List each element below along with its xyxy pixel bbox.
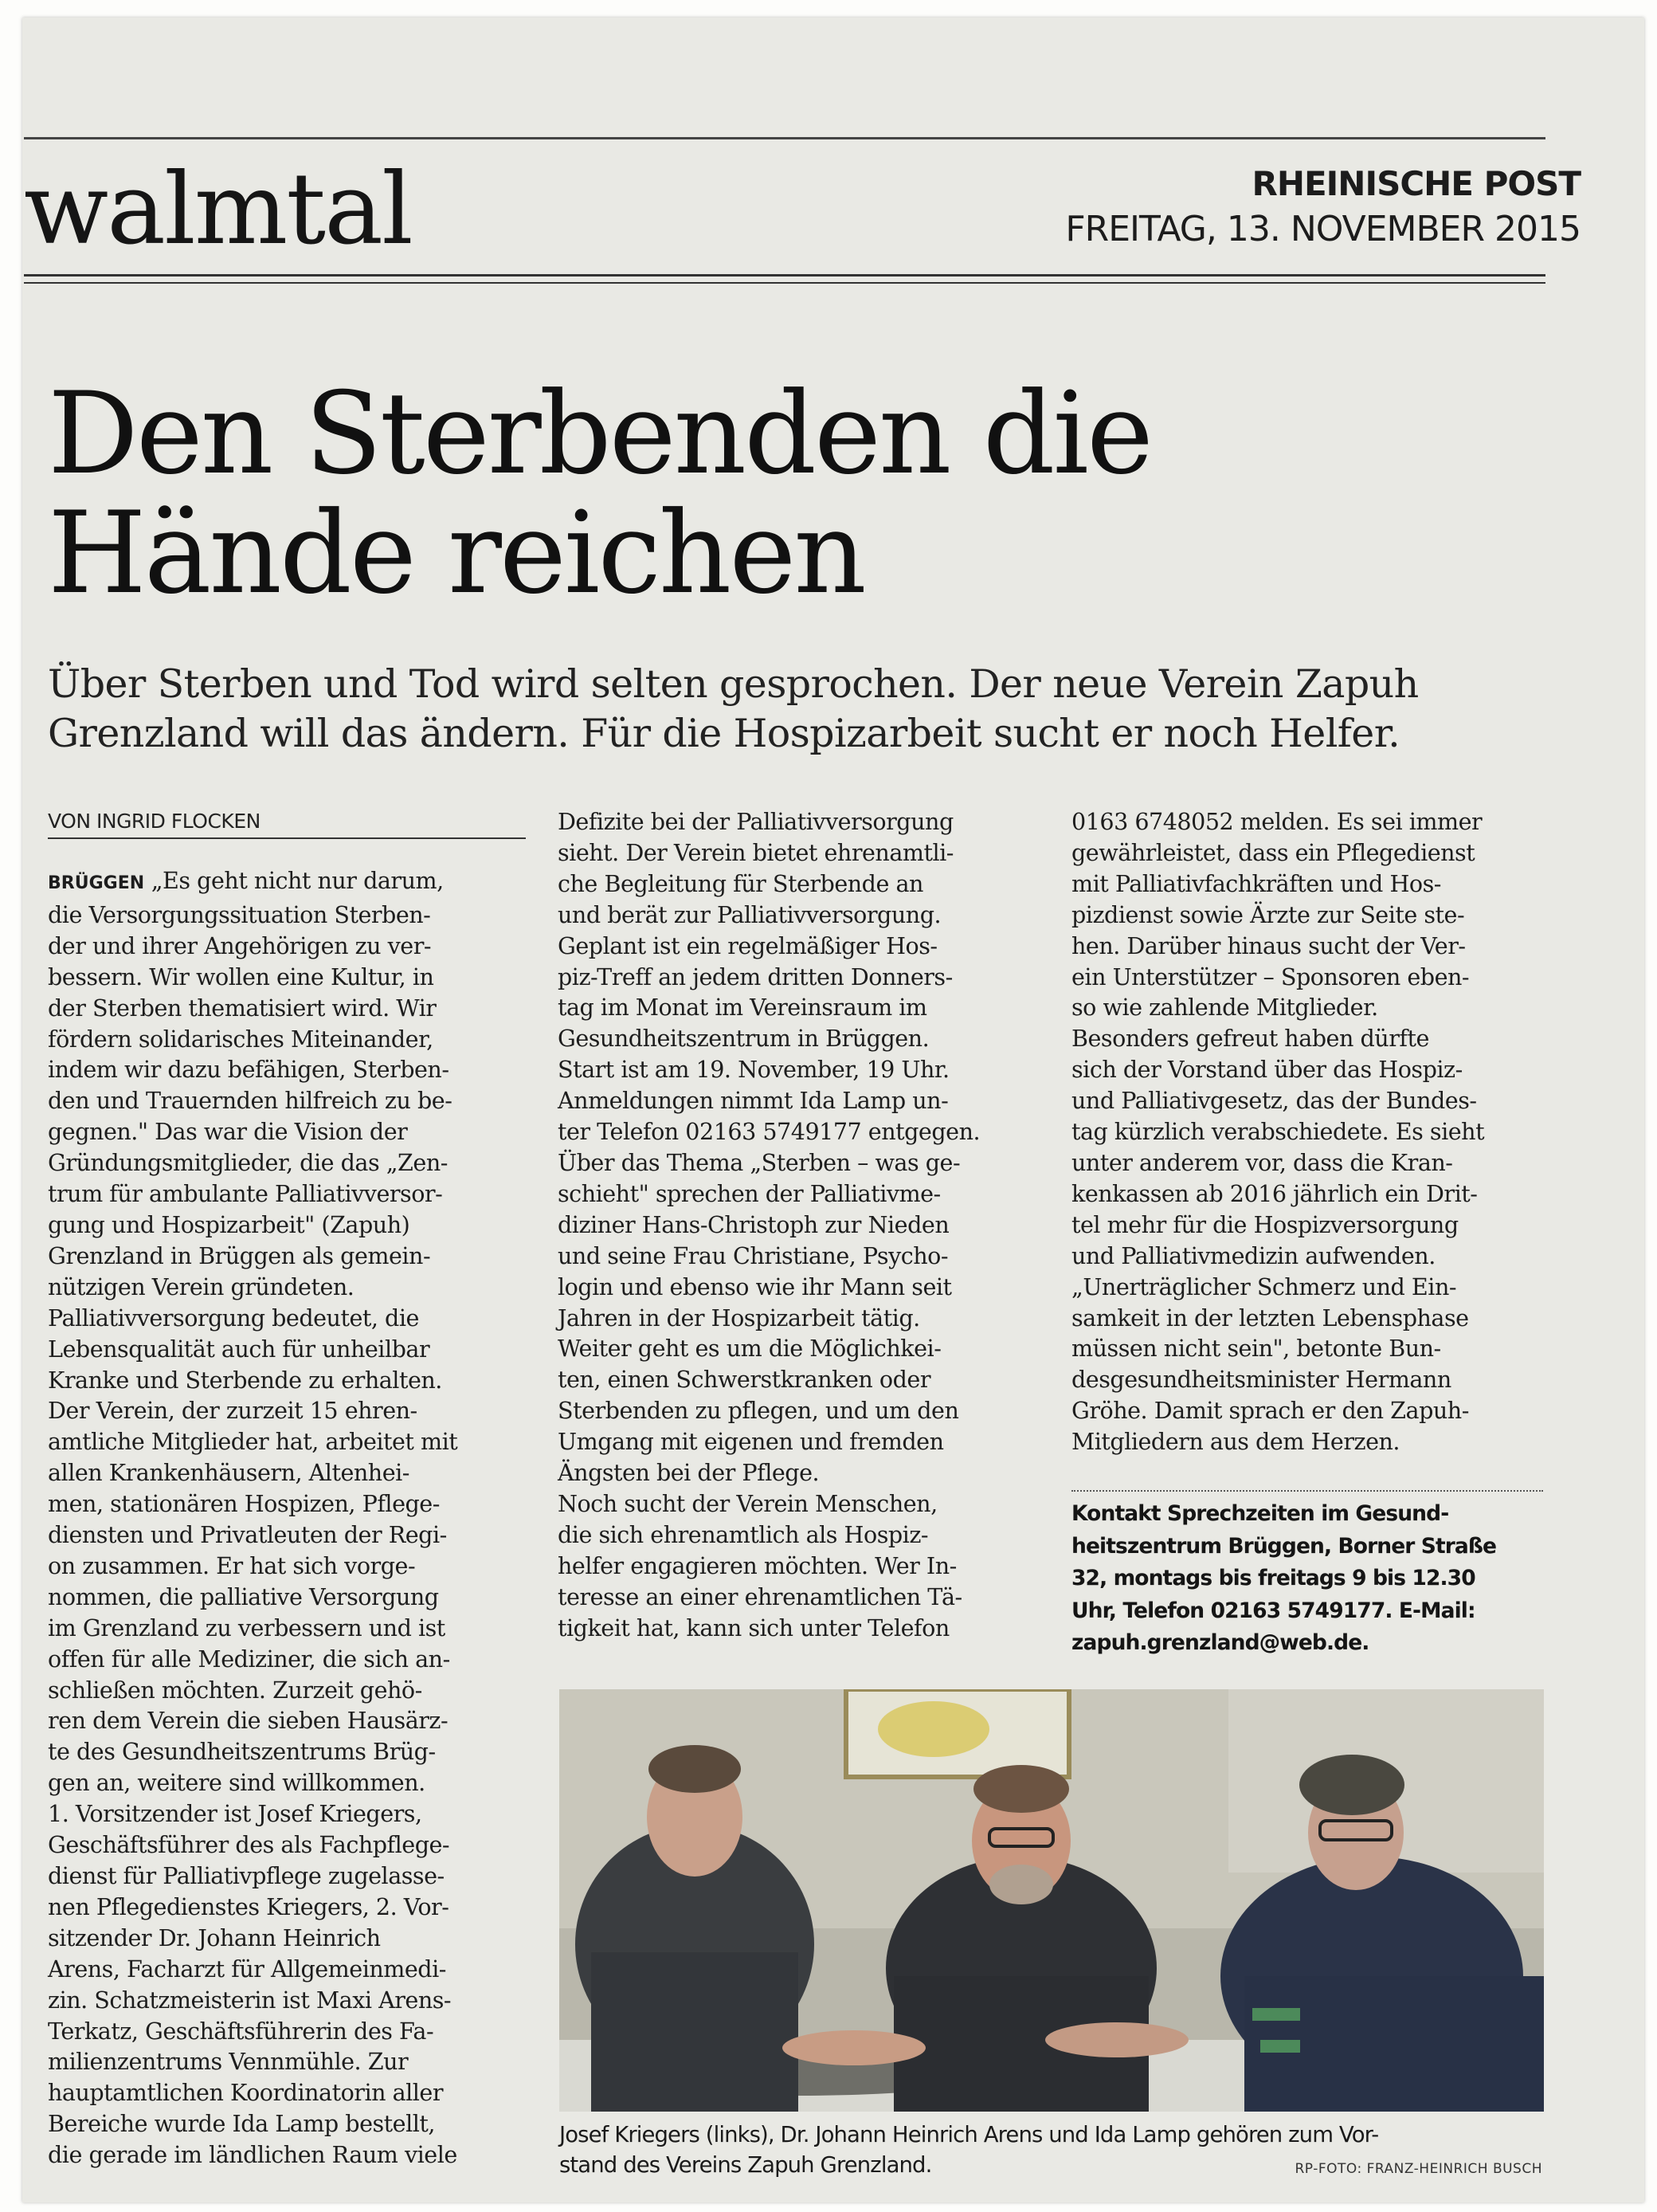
text-line: gewährleistet, dass ein Pflegedienst: [1071, 838, 1475, 866]
text-line: indem wir dazu befähigen, Sterben-: [48, 1056, 449, 1084]
text-line: tag kürzlich verabschiedete. Es sieht: [1071, 1118, 1485, 1146]
article-column-2: [558, 806, 1028, 1643]
masthead-top-rule: [24, 137, 1545, 139]
contact-line: [1071, 1531, 1543, 1563]
text-line: schieht" sprechen der Palliativme-: [558, 1179, 941, 1207]
caption-line: stand des Vereins Zapuh Grenzland.: [559, 2152, 932, 2178]
text-line: die sich ehrenamtlich als Hospiz-: [558, 1520, 929, 1548]
text-line: Kranke und Sterbende zu erhalten.: [48, 1366, 442, 1394]
masthead-bottom-rule: [24, 274, 1545, 276]
text-line: sieht. Der Verein bietet ehrenamtli-: [558, 838, 954, 866]
text-line: te des Gesundheitszentrums Brüg-: [48, 1738, 436, 1766]
text-line: gen an, weitere sind willkommen.: [48, 1769, 425, 1797]
byline: VON INGRID FLOCKEN: [48, 810, 526, 839]
text-line: Lebensqualität auch für unheilbar: [48, 1335, 430, 1363]
text-line: Besonders gefreut haben dürfte: [1071, 1025, 1429, 1053]
text-line: tag im Monat im Vereinsraum im: [558, 994, 927, 1022]
text-line: Über das Thema „Sterben – was ge-: [558, 1148, 961, 1176]
text-line: Geplant ist ein regelmäßiger Hos-: [558, 931, 938, 959]
text-line: Gröhe. Damit sprach er den Zapuh-: [1071, 1397, 1469, 1425]
caption-line: Josef Kriegers (links), Dr. Johann Heinrich Arens und Ida Lamp gehören zum Vor-: [559, 2122, 1379, 2147]
text-line: mit Palliativfachkräften und Hos-: [1071, 869, 1441, 897]
text-line: im Grenzland zu verbessern und ist: [48, 1614, 445, 1641]
text-line: bessern. Wir wollen eine Kultur, in: [48, 963, 434, 990]
text-line: ten, einen Schwerstkranken oder: [558, 1366, 930, 1394]
text-line: der Sterben thematisiert wird. Wir: [48, 994, 437, 1022]
dateline: BRÜGGEN: [48, 873, 145, 893]
text-line: allen Krankenhäusern, Altenhei-: [48, 1459, 409, 1487]
text-line: Arens, Facharzt für Allgemeinmedi-: [48, 1955, 446, 1983]
text-line: diziner Hans-Christoph zur Nieden: [558, 1210, 950, 1238]
text-line: teresse an einer ehrenamtlichen Tä-: [558, 1583, 962, 1610]
text-line: milienzentrums Vennmühle. Zur: [48, 2048, 409, 2076]
text-line: Anmeldungen nimmt Ida Lamp un-: [558, 1087, 949, 1115]
contact-text: zapuh.grenzland@web.de.: [1071, 1630, 1369, 1655]
text-line: amtliche Mitglieder hat, arbeitet mit: [48, 1428, 458, 1456]
deck-line: Grenzland will das ändern. Für die Hospizarbeit sucht er noch Helfer.: [48, 711, 1400, 756]
contact-text: heitszentrum Brüggen, Borner Straße: [1071, 1533, 1497, 1559]
text-line: Defizite bei der Palliativversorgung: [558, 808, 954, 835]
text-line: 1. Vorsitzender ist Josef Kriegers,: [48, 1800, 422, 1828]
text-line: Mitgliedern aus dem Herzen.: [1071, 1428, 1400, 1456]
article-column-1: [48, 865, 526, 2171]
text-line: [48, 865, 526, 900]
contact-line: [1071, 1563, 1543, 1595]
text-line: müssen nicht sein", betonte Bun-: [1071, 1335, 1441, 1363]
text-line: Gesundheitszentrum in Brüggen.: [558, 1025, 930, 1053]
photo-credit: RP-FOTO: FRANZ-HEINRICH BUSCH: [1295, 2161, 1542, 2177]
text-line: und Palliativgesetz, das der Bundes-: [1071, 1087, 1477, 1115]
text-line: kenkassen ab 2016 jährlich ein Drit-: [1071, 1179, 1478, 1207]
contact-line: [1071, 1627, 1543, 1660]
text-line: ein Unterstützer – Sponsoren eben-: [1071, 963, 1470, 990]
photo-illustration: [559, 1689, 1544, 2112]
text-line: Terkatz, Geschäftsführerin des Fa-: [48, 2017, 434, 2045]
masthead-bottom-rule-thin: [24, 282, 1545, 284]
text-line: helfer engagieren möchten. Wer In-: [558, 1551, 957, 1579]
text-line: Sterbenden zu pflegen, und um den: [558, 1397, 959, 1425]
text-line: und berät zur Palliativversorgung.: [558, 900, 942, 928]
text-line: 0163 6748052 melden. Es sei immer: [1071, 808, 1483, 835]
text-line: Start ist am 19. November, 19 Uhr.: [558, 1056, 950, 1084]
text-line: Der Verein, der zurzeit 15 ehren-: [48, 1397, 417, 1425]
text-line: Weiter geht es um die Möglichkei-: [558, 1335, 942, 1363]
text-line: on zusammen. Er hat sich vorge-: [48, 1551, 416, 1579]
section-title: walmtal: [24, 152, 412, 267]
text-line: der und ihrer Angehörigen zu ver-: [48, 931, 432, 959]
text-line: den und Trauernden hilfreich zu be-: [48, 1087, 452, 1115]
text-line: trum für ambulante Palliativversor-: [48, 1180, 443, 1208]
text-line: men, stationären Hospizen, Pflege-: [48, 1490, 440, 1518]
text-line: fördern solidarisches Miteinander,: [48, 1025, 433, 1053]
text-line: Ängsten bei der Pflege.: [558, 1459, 820, 1487]
text-line: hauptamtlichen Koordinatorin aller: [48, 2079, 444, 2107]
text-line: pizdienst sowie Ärzte zur Seite ste-: [1071, 900, 1465, 928]
text-line: und Palliativmedizin aufwenden.: [1071, 1241, 1436, 1269]
text-line: gung und Hospizarbeit" (Zapuh): [48, 1210, 410, 1238]
text-line: so wie zahlende Mitglieder.: [1071, 994, 1378, 1022]
text-line: Grenzland in Brüggen als gemein-: [48, 1241, 431, 1269]
contact-text: Sprechzeiten im Gesund-: [1160, 1501, 1449, 1526]
text-line: zin. Schatzmeisterin ist Maxi Arens-: [48, 1986, 452, 2014]
text-line: ter Telefon 02163 5749177 entgegen.: [558, 1118, 981, 1146]
text-line: sich der Vorstand über das Hospiz-: [1071, 1056, 1463, 1084]
headline-line: Hände reichen: [48, 488, 864, 619]
text-line: Gründungsmitglieder, die das „Zen-: [48, 1149, 448, 1177]
text-line: „Unerträglicher Schmerz und Ein-: [1071, 1273, 1457, 1300]
contact-box: [1071, 1490, 1543, 1660]
issue-date: FREITAG, 13. NOVEMBER 2015: [1065, 209, 1581, 249]
text-line: tel mehr für die Hospizversorgung: [1071, 1210, 1459, 1238]
text-line: hen. Darüber hinaus sucht der Ver-: [1071, 931, 1466, 959]
contact-text: 32, montags bis freitags 9 bis 12.30: [1071, 1566, 1475, 1590]
text-fragment: „Es geht nicht nur darum,: [151, 867, 444, 894]
article-column-3: [1071, 806, 1549, 1457]
article-headline: [48, 368, 1545, 619]
text-line: che Begleitung für Sterbende an: [558, 869, 923, 897]
contact-label: Kontakt: [1071, 1501, 1161, 1526]
publication-name: RHEINISCHE POST: [1252, 164, 1581, 203]
contact-line: [1071, 1595, 1543, 1628]
text-line: schließen möchten. Zurzeit gehö-: [48, 1676, 422, 1704]
text-line: gegnen." Das war die Vision der: [48, 1118, 408, 1146]
text-line: unter anderem vor, dass die Kran-: [1071, 1148, 1453, 1176]
text-line: Palliativversorgung bedeutet, die: [48, 1304, 419, 1332]
text-line: Jahren in der Hospizarbeit tätig.: [558, 1304, 920, 1332]
text-line: diensten und Privatleuten der Regi-: [48, 1521, 447, 1549]
text-line: samkeit in der letzten Lebensphase: [1071, 1304, 1469, 1332]
text-line: dienst für Palliativpflege zugelasse-: [48, 1862, 445, 1889]
text-line: Geschäftsführer des als Fachpflege-: [48, 1831, 450, 1859]
text-line: Bereiche wurde Ida Lamp bestellt,: [48, 2110, 435, 2138]
text-line: die Versorgungssituation Sterben-: [48, 900, 431, 928]
text-line: Umgang mit eigenen und fremden: [558, 1428, 944, 1456]
text-line: sitzender Dr. Johann Heinrich: [48, 1924, 381, 1951]
contact-text: Uhr, Telefon 02163 5749177. E-Mail:: [1071, 1598, 1475, 1623]
text-line: nützigen Verein gründeten.: [48, 1273, 355, 1300]
text-line: piz-Treff an jedem dritten Donners-: [558, 963, 953, 990]
article-photo: [559, 1689, 1544, 2112]
text-line: desgesundheitsminister Hermann: [1071, 1366, 1451, 1394]
text-line: offen für alle Mediziner, die sich an-: [48, 1645, 450, 1673]
deck-line: Über Sterben und Tod wird selten gesprochen. Der neue Verein Zapuh: [48, 661, 1419, 707]
contact-line: [1071, 1498, 1543, 1531]
text-line: und seine Frau Christiane, Psycho-: [558, 1241, 949, 1269]
text-line: tigkeit hat, kann sich unter Telefon: [558, 1614, 950, 1641]
text-line: die gerade im ländlichen Raum viele: [48, 2141, 457, 2169]
text-line: nen Pflegedienstes Kriegers, 2. Vor-: [48, 1892, 449, 1920]
article-deck: [48, 660, 1545, 759]
headline-line: Den Sterbenden die: [48, 368, 1151, 500]
text-line: Noch sucht der Verein Menschen,: [558, 1489, 938, 1517]
text-line: ren dem Verein die sieben Hausärz-: [48, 1707, 449, 1735]
text-line: login und ebenso wie ihr Mann seit: [558, 1273, 952, 1300]
text-line: nommen, die palliative Versorgung: [48, 1583, 439, 1610]
